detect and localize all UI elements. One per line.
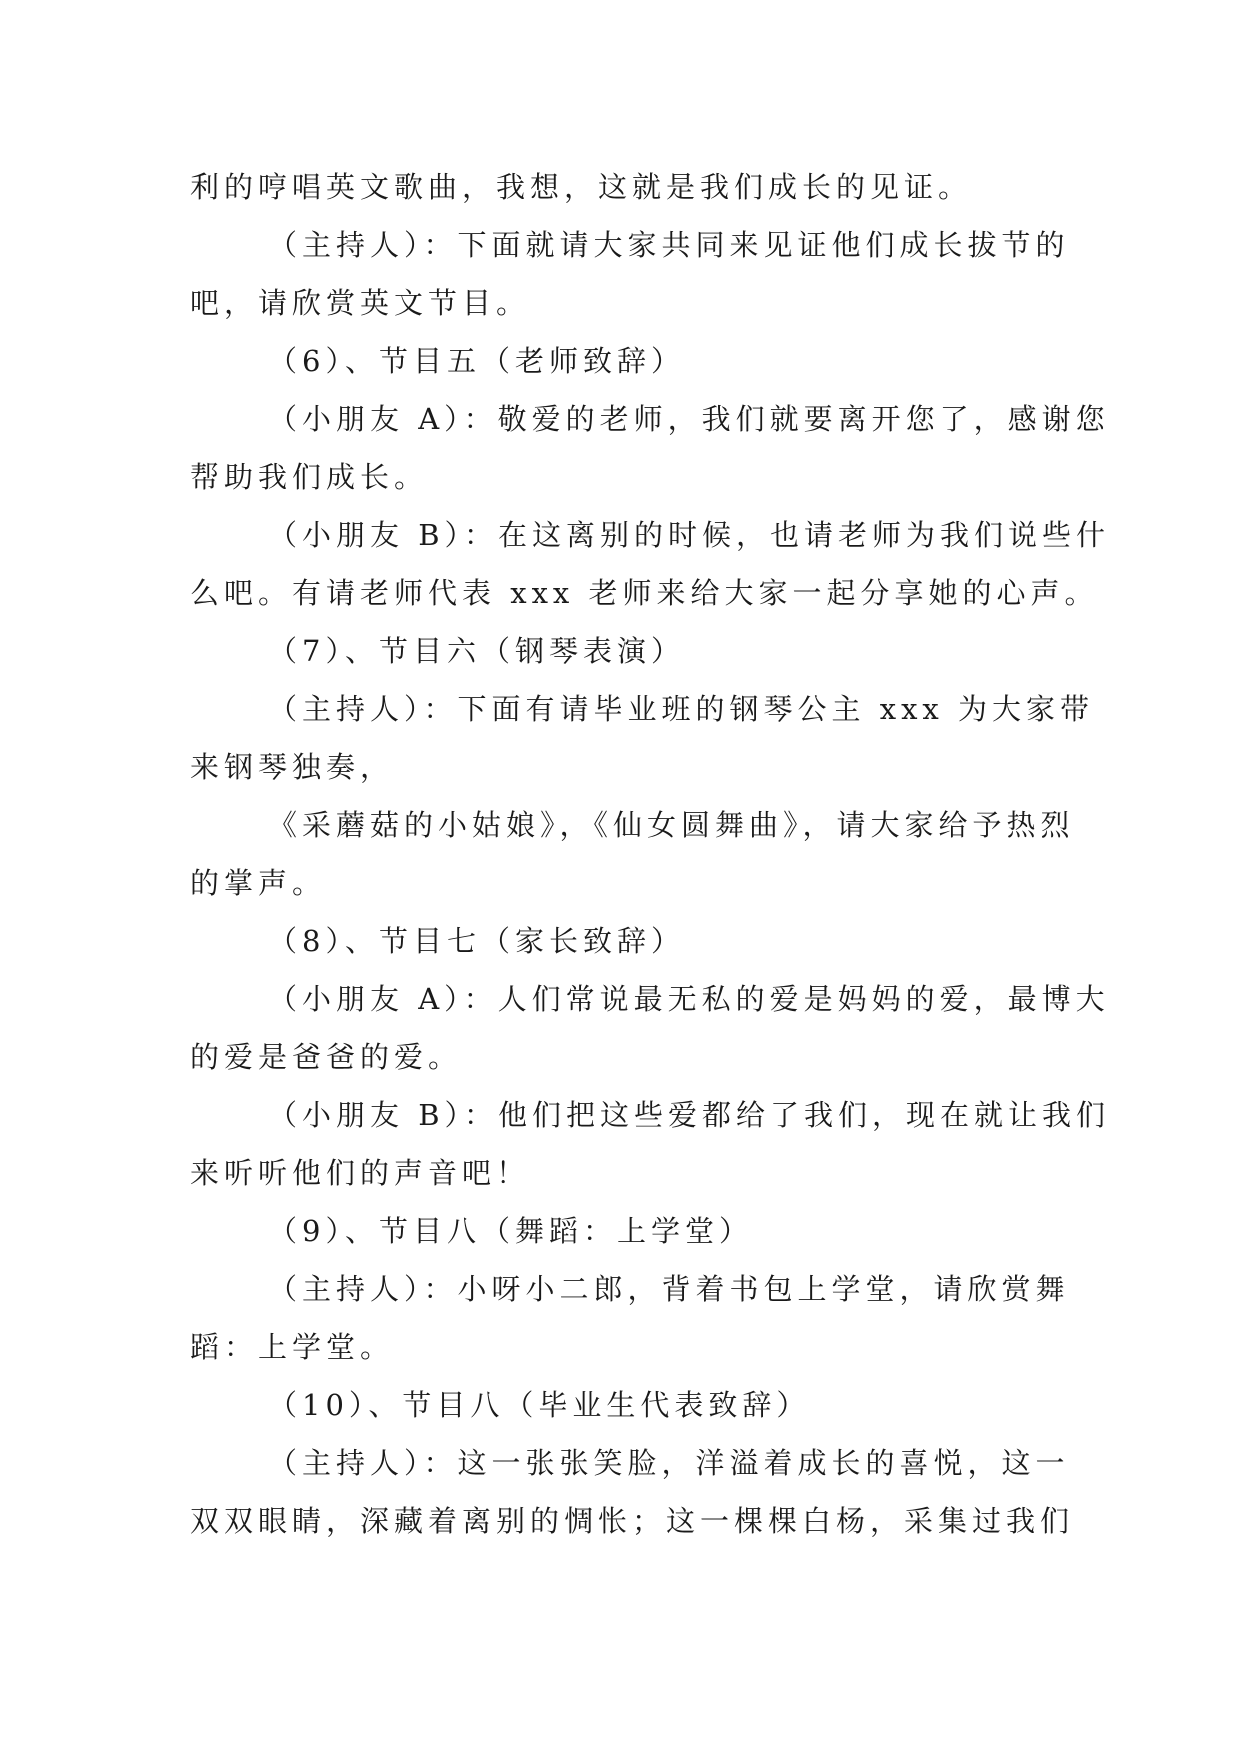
- text-line: 的爱是爸爸的爱。: [190, 1040, 463, 1074]
- text-line: （小朋友 B）：他们把这些爱都给了我们，现在就让我们: [268, 1098, 1111, 1132]
- text-line: （主持人）：小呀小二郎，背着书包上学堂，请欣赏舞: [268, 1272, 1070, 1306]
- text-line: 蹈：上学堂。: [190, 1330, 395, 1364]
- text-line: （主持人）：下面有请毕业班的钢琴公主 xxx 为大家带: [268, 692, 1095, 726]
- section-heading: （9）、节目八（舞蹈：上学堂）: [268, 1214, 753, 1248]
- text-line: 的掌声。: [190, 866, 327, 900]
- section-heading: （8）、节目七（家长致辞）: [268, 924, 685, 958]
- section-heading: （6）、节目五（老师致辞）: [268, 344, 685, 378]
- text-line: 吧，请欣赏英文节目。: [190, 286, 531, 320]
- text-line: （小朋友 A）：人们常说最无私的爱是妈妈的爱，最博大: [268, 982, 1110, 1016]
- text-line: 双双眼睛，深藏着离别的惆怅；这一棵棵白杨，采集过我们: [190, 1504, 1075, 1538]
- section-heading: （10）、节目八（毕业生代表致辞）: [268, 1388, 811, 1422]
- text-line: （小朋友 A）：敬爱的老师，我们就要离开您了，感谢您: [268, 402, 1110, 436]
- document-body: [190, 158, 1111, 1550]
- text-line: 来听听他们的声音吧！: [190, 1156, 531, 1190]
- text-line: （小朋友 B）：在这离别的时候，也请老师为我们说些什: [268, 518, 1111, 552]
- text-line: （主持人）：下面就请大家共同来见证他们成长拔节的: [268, 228, 1070, 262]
- text-line: 么吧。有请老师代表 xxx 老师来给大家一起分享她的心声。: [190, 576, 1099, 610]
- text-line: 帮助我们成长。: [190, 460, 429, 494]
- text-line: 来钢琴独奏，: [190, 750, 395, 784]
- text-line: 利的哼唱英文歌曲，我想，这就是我们成长的见证。: [190, 170, 973, 204]
- section-heading: （7）、节目六（钢琴表演）: [268, 634, 685, 668]
- text-line: 《采蘑菇的小姑娘》，《仙女圆舞曲》，请大家给予热烈: [268, 808, 1075, 842]
- text-line: （主持人）：这一张张笑脸，洋溢着成长的喜悦，这一: [268, 1446, 1070, 1480]
